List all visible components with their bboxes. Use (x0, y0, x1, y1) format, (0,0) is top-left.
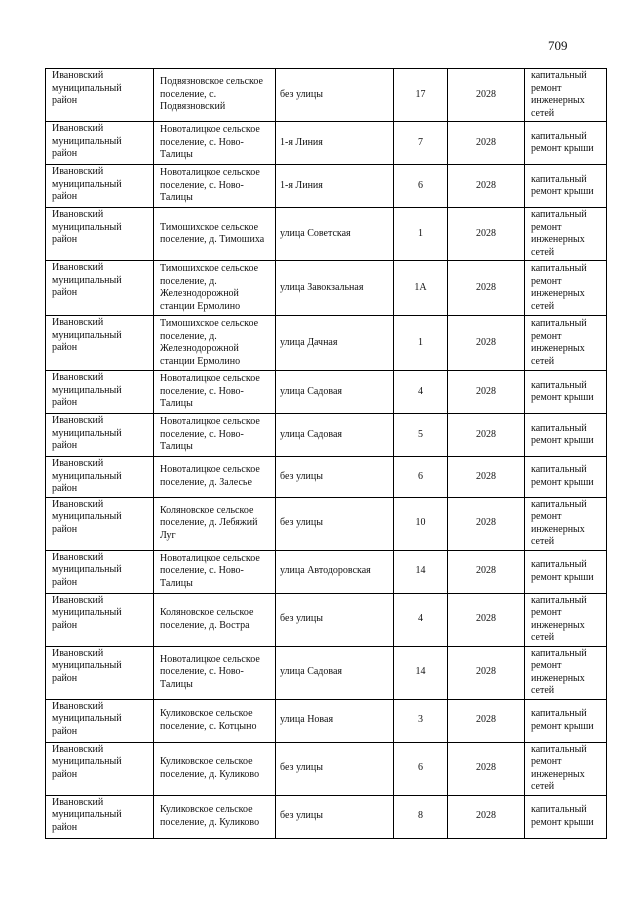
house-number-cell: 10 (394, 497, 448, 550)
year-cell: 2028 (448, 122, 525, 165)
district-cell: Ивановский муниципальный район (46, 122, 154, 165)
table-row (46, 371, 607, 414)
street-cell: улица Садовая (276, 414, 394, 457)
district-cell: Ивановский муниципальный район (46, 316, 154, 371)
settlement-cell: Новоталицкое сельское поселение, с. Ново-Талицы (154, 550, 276, 593)
house-number-cell: 6 (394, 457, 448, 498)
work-type-cell: капитальный ремонт инженерных сетей (525, 69, 607, 122)
street-cell: 1-я Линия (276, 122, 394, 165)
settlement-cell: Куликовское сельское поселение, д. Куликово (154, 795, 276, 838)
year-cell: 2028 (448, 457, 525, 498)
settlement-cell: Подвязновское сельское поселение, с. Подвязновский (154, 69, 276, 122)
table-row (46, 69, 607, 122)
page-number: 709 (548, 38, 568, 53)
street-cell: 1-я Линия (276, 165, 394, 208)
year-cell: 2028 (448, 699, 525, 742)
table-row (46, 646, 607, 699)
year-cell: 2028 (448, 497, 525, 550)
year-cell: 2028 (448, 593, 525, 646)
settlement-cell: Новоталицкое сельское поселение, с. Ново-Талицы (154, 122, 276, 165)
work-type-cell: капитальный ремонт инженерных сетей (525, 497, 607, 550)
work-type-cell: капитальный ремонт крыши (525, 371, 607, 414)
street-cell: улица Дачная (276, 316, 394, 371)
table-row (46, 550, 607, 593)
work-type-cell: капитальный ремонт крыши (525, 122, 607, 165)
settlement-cell: Куликовское сельское поселение, с. Котцыно (154, 699, 276, 742)
settlement-cell: Куликовское сельское поселение, д. Куликово (154, 742, 276, 795)
settlement-cell: Тимошихское сельское поселение, д. Железнодорожной станции Ермолино (154, 316, 276, 371)
district-cell: Ивановский муниципальный район (46, 550, 154, 593)
settlement-cell: Новоталицкое сельское поселение, с. Ново-Талицы (154, 414, 276, 457)
year-cell: 2028 (448, 371, 525, 414)
settlement-cell: Новоталицкое сельское поселение, с. Ново-Талицы (154, 371, 276, 414)
table-row (46, 742, 607, 795)
street-cell: без улицы (276, 795, 394, 838)
district-cell: Ивановский муниципальный район (46, 208, 154, 261)
year-cell: 2028 (448, 795, 525, 838)
street-cell: без улицы (276, 69, 394, 122)
district-cell: Ивановский муниципальный район (46, 742, 154, 795)
house-number-cell: 1 (394, 208, 448, 261)
settlement-cell: Тимошихское сельское поселение, д. Железнодорожной станции Ермолино (154, 261, 276, 316)
district-cell: Ивановский муниципальный район (46, 261, 154, 316)
table-row (46, 316, 607, 371)
table-row (46, 497, 607, 550)
house-number-cell: 1 (394, 316, 448, 371)
district-cell: Ивановский муниципальный район (46, 457, 154, 498)
house-number-cell: 14 (394, 646, 448, 699)
street-cell: улица Автодоровская (276, 550, 394, 593)
street-cell: без улицы (276, 457, 394, 498)
year-cell: 2028 (448, 165, 525, 208)
repair-schedule-table (45, 68, 607, 839)
settlement-cell: Новоталицкое сельское поселение, с. Ново-Талицы (154, 646, 276, 699)
house-number-cell: 4 (394, 371, 448, 414)
work-type-cell: капитальный ремонт инженерных сетей (525, 208, 607, 261)
table-row (46, 795, 607, 838)
table-row (46, 261, 607, 316)
table-row (46, 122, 607, 165)
year-cell: 2028 (448, 646, 525, 699)
street-cell: без улицы (276, 593, 394, 646)
house-number-cell: 17 (394, 69, 448, 122)
district-cell: Ивановский муниципальный район (46, 497, 154, 550)
table-row (46, 457, 607, 498)
house-number-cell: 4 (394, 593, 448, 646)
table-row (46, 699, 607, 742)
house-number-cell: 6 (394, 165, 448, 208)
street-cell: улица Завокзальная (276, 261, 394, 316)
street-cell: улица Новая (276, 699, 394, 742)
settlement-cell: Коляновское сельское поселение, д. Востра (154, 593, 276, 646)
year-cell: 2028 (448, 742, 525, 795)
district-cell: Ивановский муниципальный район (46, 414, 154, 457)
house-number-cell: 6 (394, 742, 448, 795)
district-cell: Ивановский муниципальный район (46, 69, 154, 122)
work-type-cell: капитальный ремонт инженерных сетей (525, 742, 607, 795)
table-row (46, 165, 607, 208)
district-cell: Ивановский муниципальный район (46, 165, 154, 208)
work-type-cell: капитальный ремонт инженерных сетей (525, 593, 607, 646)
table-row (46, 208, 607, 261)
work-type-cell: капитальный ремонт инженерных сетей (525, 261, 607, 316)
work-type-cell: капитальный ремонт крыши (525, 699, 607, 742)
house-number-cell: 14 (394, 550, 448, 593)
house-number-cell: 7 (394, 122, 448, 165)
year-cell: 2028 (448, 261, 525, 316)
street-cell: улица Советская (276, 208, 394, 261)
house-number-cell: 1А (394, 261, 448, 316)
house-number-cell: 5 (394, 414, 448, 457)
house-number-cell: 3 (394, 699, 448, 742)
district-cell: Ивановский муниципальный район (46, 371, 154, 414)
settlement-cell: Новоталицкое сельское поселение, д. Залесье (154, 457, 276, 498)
settlement-cell: Коляновское сельское поселение, д. Лебяжий Луг (154, 497, 276, 550)
year-cell: 2028 (448, 550, 525, 593)
year-cell: 2028 (448, 208, 525, 261)
street-cell: без улицы (276, 497, 394, 550)
street-cell: без улицы (276, 742, 394, 795)
work-type-cell: капитальный ремонт крыши (525, 165, 607, 208)
work-type-cell: капитальный ремонт крыши (525, 457, 607, 498)
district-cell: Ивановский муниципальный район (46, 593, 154, 646)
district-cell: Ивановский муниципальный район (46, 646, 154, 699)
work-type-cell: капитальный ремонт крыши (525, 795, 607, 838)
district-cell: Ивановский муниципальный район (46, 699, 154, 742)
table-row (46, 414, 607, 457)
work-type-cell: капитальный ремонт инженерных сетей (525, 316, 607, 371)
settlement-cell: Тимошихское сельское поселение, д. Тимошиха (154, 208, 276, 261)
table-row (46, 593, 607, 646)
work-type-cell: капитальный ремонт крыши (525, 550, 607, 593)
work-type-cell: капитальный ремонт крыши (525, 414, 607, 457)
year-cell: 2028 (448, 316, 525, 371)
district-cell: Ивановский муниципальный район (46, 795, 154, 838)
street-cell: улица Садовая (276, 646, 394, 699)
year-cell: 2028 (448, 414, 525, 457)
year-cell: 2028 (448, 69, 525, 122)
street-cell: улица Садовая (276, 371, 394, 414)
work-type-cell: капитальный ремонт инженерных сетей (525, 646, 607, 699)
house-number-cell: 8 (394, 795, 448, 838)
settlement-cell: Новоталицкое сельское поселение, с. Ново-Талицы (154, 165, 276, 208)
